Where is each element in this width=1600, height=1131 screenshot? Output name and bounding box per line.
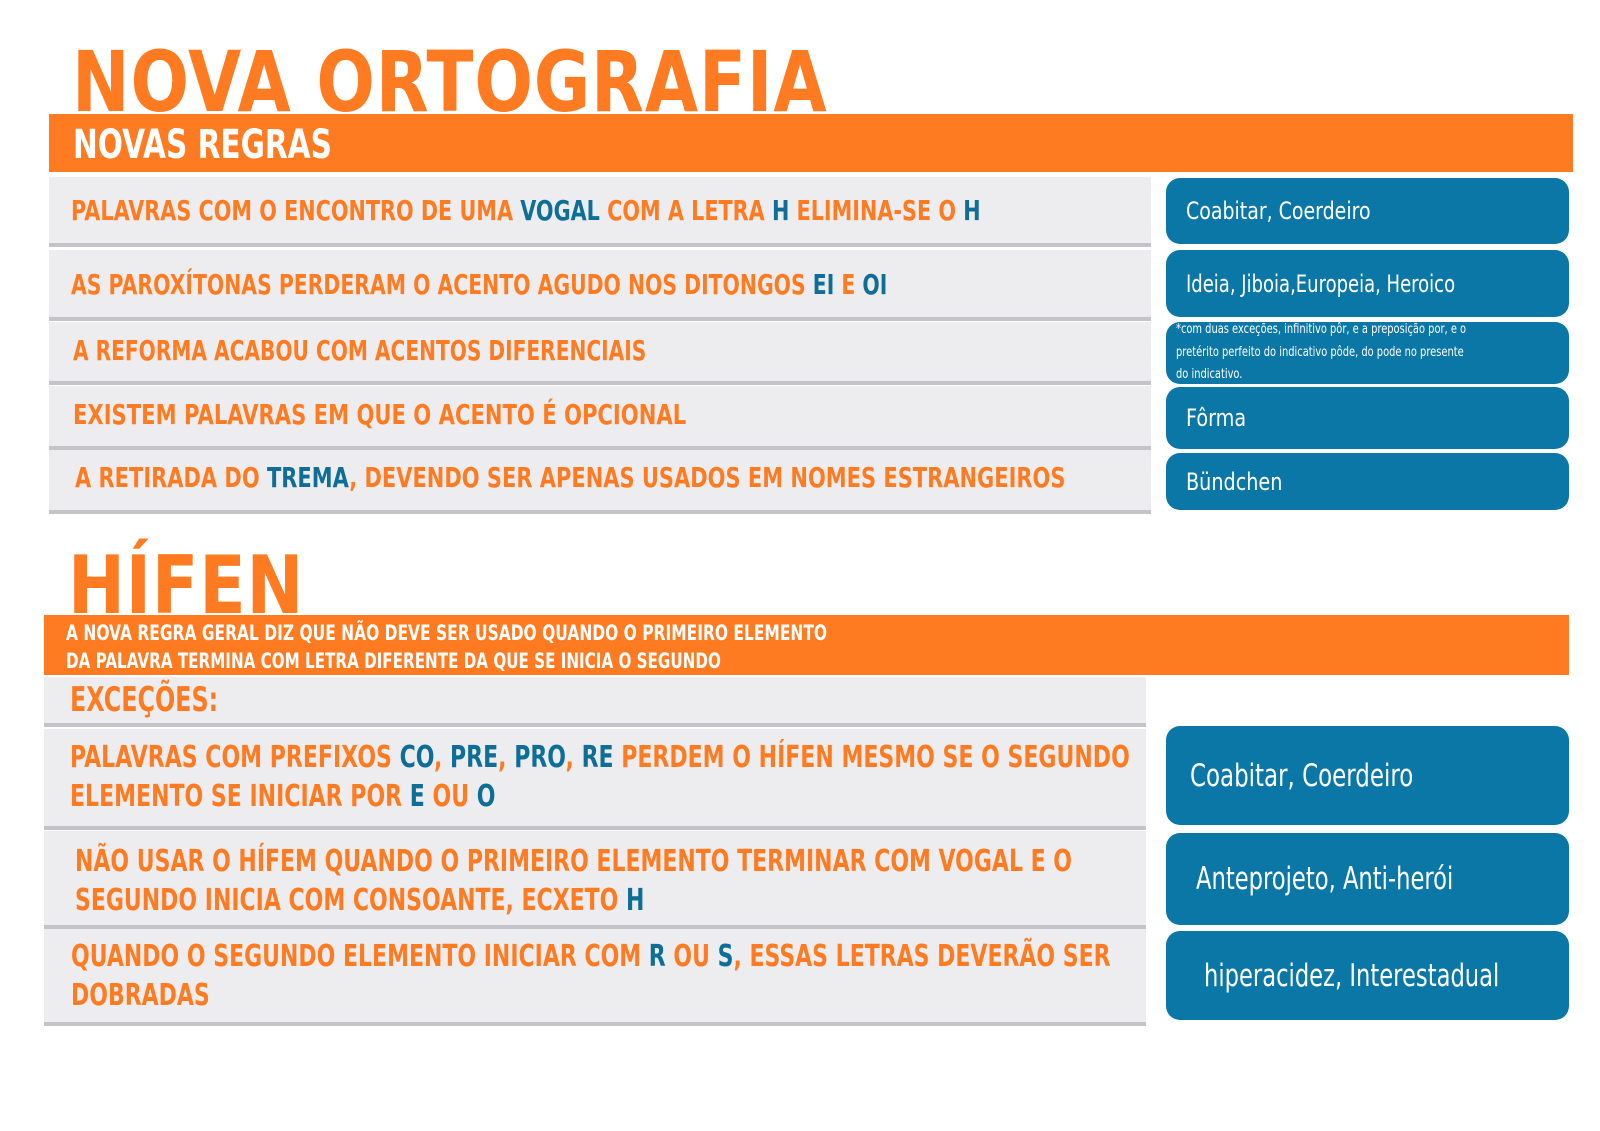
example-pill: [1166, 833, 1569, 925]
rule-text: NÃO USAR O HÍFEM QUANDO O PRIMEIRO ELEMENTO TERMINAR COM VOGAL E O SEGUNDO INICIA COM CONSOANTE, ECXETO H: [75, 844, 1072, 918]
example-text: Ideia, Jiboia,Europeia, Heroico: [1186, 269, 1456, 298]
example-text: Anteprojeto, Anti-herói: [1196, 861, 1454, 897]
exception-note: *com duas exceções, infinitivo pôr, e a preposição por, e o pretérito perfeito do indicativo pôde, do pode no presente do indicativo.: [1176, 322, 1467, 383]
exceptions-label: EXCEÇÕES:: [70, 680, 219, 720]
example-pill: [1166, 322, 1569, 384]
rule-text: A REFORMA ACABOU COM ACENTOS DIFERENCIAIS: [73, 334, 647, 367]
example-pill: [1166, 250, 1569, 317]
example-pill: [1166, 931, 1569, 1020]
rule-text: QUANDO O SEGUNDO ELEMENTO INICIAR COM R OU S, ESSAS LETRAS DEVERÃO SER DOBRADAS: [71, 939, 1111, 1013]
example-pill: [1166, 726, 1569, 825]
example-text: Coabitar, Coerdeiro: [1186, 197, 1371, 225]
page-title: NOVA ORTOGRAFIA: [72, 33, 828, 131]
rule-text: EXISTEM PALAVRAS EM QUE O ACENTO É OPCIONAL: [73, 398, 687, 431]
rule-text: AS PAROXÍTONAS PERDERAM O ACENTO AGUDO NOS DITONGOS EI E OI: [71, 268, 888, 301]
rule-text: PALAVRAS COM O ENCONTRO DE UMA VOGAL COM A LETRA H ELIMINA-SE O H: [71, 194, 981, 227]
example-text: Bündchen: [1186, 467, 1283, 496]
example-text: hiperacidez, Interestadual: [1204, 957, 1500, 994]
example-pill: [1166, 453, 1569, 510]
rule-text: A RETIRADA DO TREMA, DEVENDO SER APENAS USADOS EM NOMES ESTRANGEIROS: [75, 461, 1066, 494]
rule-text: PALAVRAS COM PREFIXOS CO, PRE, PRO, RE PERDEM O HÍFEN MESMO SE O SEGUNDO ELEMENTO SE INICIAR POR E OU O: [70, 740, 1130, 814]
section2-title: HÍFEN: [68, 539, 305, 632]
section1-band-label: NOVAS REGRAS: [73, 122, 332, 168]
example-text: Coabitar, Coerdeiro: [1190, 757, 1414, 794]
example-pill: [1166, 178, 1569, 244]
example-text: Fôrma: [1186, 404, 1247, 432]
section2-rule-line2: DA PALAVRA TERMINA COM LETRA DIFERENTE DA QUE SE INICIA O SEGUNDO: [66, 649, 721, 673]
example-pill: [1166, 387, 1569, 449]
section2-rule-line1: A NOVA REGRA GERAL DIZ QUE NÃO DEVE SER USADO QUANDO O PRIMEIRO ELEMENTO: [66, 621, 828, 645]
